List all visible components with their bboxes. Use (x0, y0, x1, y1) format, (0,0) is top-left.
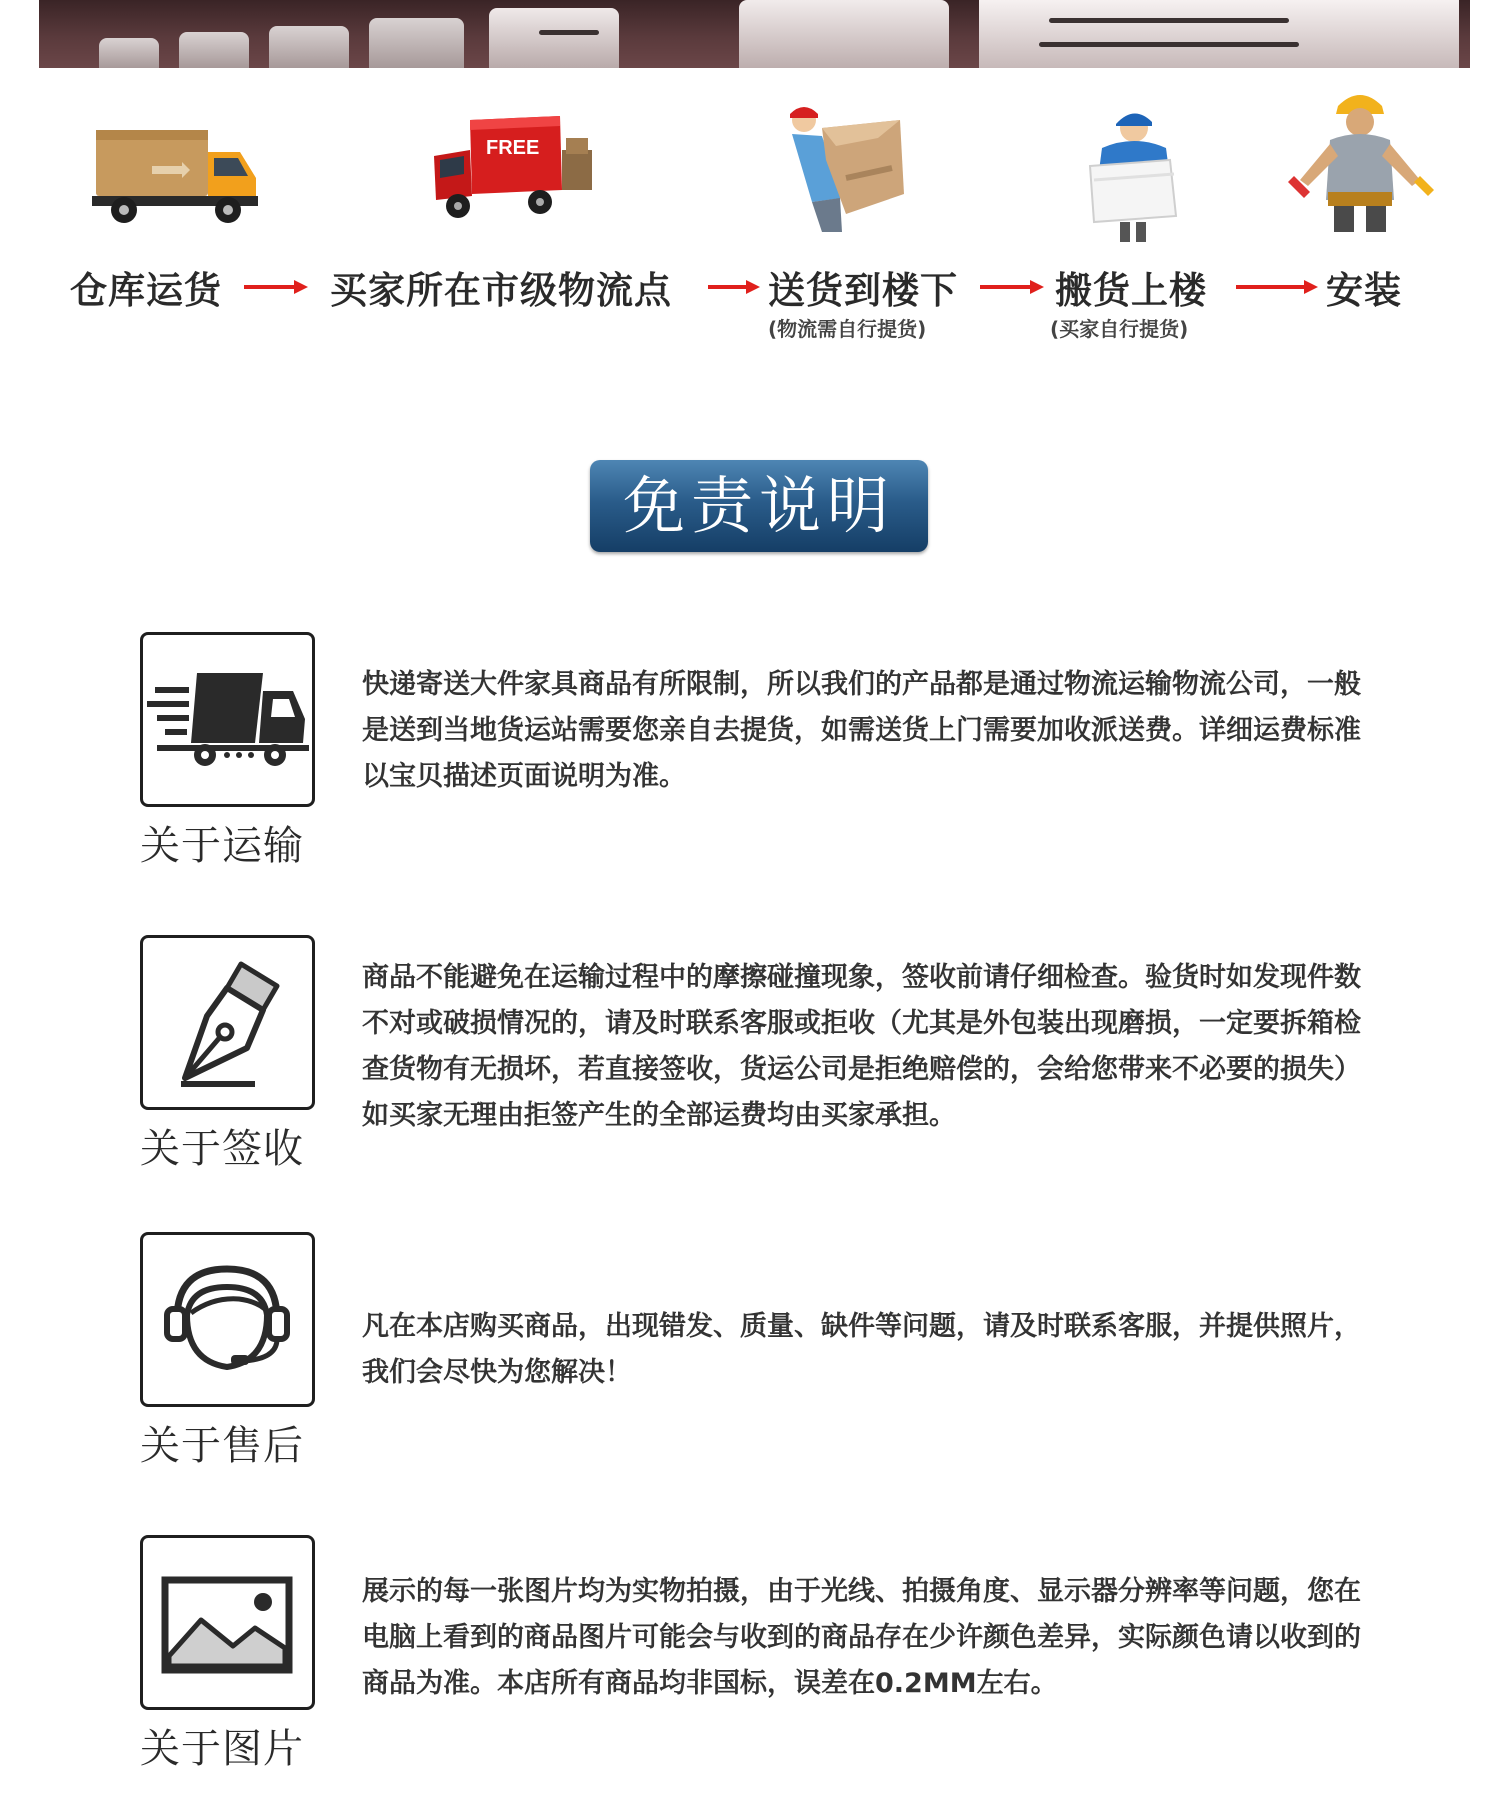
delivery-man-box-icon (782, 98, 912, 238)
section-label-transport: 关于运输 (140, 823, 304, 869)
section-label-images: 关于图片 (140, 1726, 304, 1772)
section-label-signing: 关于签收 (140, 1126, 304, 1172)
flow-step-upstairs: 搬货上楼 (1055, 269, 1207, 312)
disclaimer-title: 免责说明 (590, 460, 928, 552)
section-text-transport: 快递寄送大件家具商品有所限制，所以我们的产品都是通过物流运输物流公司，一般是送到当地货运站需要您亲自去提货，如需送货上门需要加收派送费。详细运费标准以宝贝描述页面说明为准。 (362, 669, 1361, 792)
flow-step-downstairs-note: (物流需自行提货) (768, 317, 927, 341)
arrow-right-icon (1236, 278, 1318, 296)
flow-step-install: 安装 (1326, 269, 1402, 312)
section-label-after-sales: 关于售后 (140, 1423, 304, 1469)
section-text-signing: 商品不能避免在运输过程中的摩擦碰撞现象，签收前请仔细检查。验货时如发现件数不对或破损情况的，请及时联系客服或拒收（尤其是外包装出现磨损，一定要拆箱检查货物有无损坏，若直接签收，货运公司是拒绝赔偿的，会给您带来不必要的损失）如买家无理由拒签产生的全部运费均由买家承担。 (362, 962, 1361, 1131)
free-delivery-truck-icon (430, 110, 600, 230)
worker-carrying-box-icon (1072, 98, 1192, 248)
arrow-right-icon (244, 278, 308, 296)
headset-icon (140, 1232, 315, 1407)
flow-step-warehouse: 仓库运货 (70, 269, 222, 312)
flow-step-city-logistics: 买家所在市级物流点 (330, 269, 672, 312)
image-icon (140, 1535, 315, 1710)
pen-icon (140, 935, 315, 1110)
brown-truck-icon (92, 122, 262, 232)
free-badge-text: FREE (486, 137, 540, 159)
section-text-after-sales: 凡在本店购买商品，出现错发、质量、缺件等问题，请及时联系客服，并提供照片，我们会尽快为您解决！ (362, 1311, 1361, 1388)
section-text-images: 展示的每一张图片均为实物拍摄，由于光线、拍摄角度、显示器分辨率等问题，您在电脑上看到的商品图片可能会与收到的商品存在少许颜色差异，实际颜色请以收到的商品为准。本店所有商品均非国标，误差在0.2MM左右。 (362, 1576, 1361, 1699)
flow-step-downstairs: 送货到楼下 (768, 269, 958, 312)
arrow-right-icon (980, 278, 1044, 296)
installer-worker-icon (1280, 84, 1440, 234)
arrow-right-icon (708, 278, 760, 296)
delivery-process-flow (0, 80, 1500, 370)
trucks-banner-image (39, 0, 1470, 68)
truck-icon (140, 632, 315, 807)
flow-step-upstairs-note: (买家自行提货) (1050, 317, 1189, 341)
